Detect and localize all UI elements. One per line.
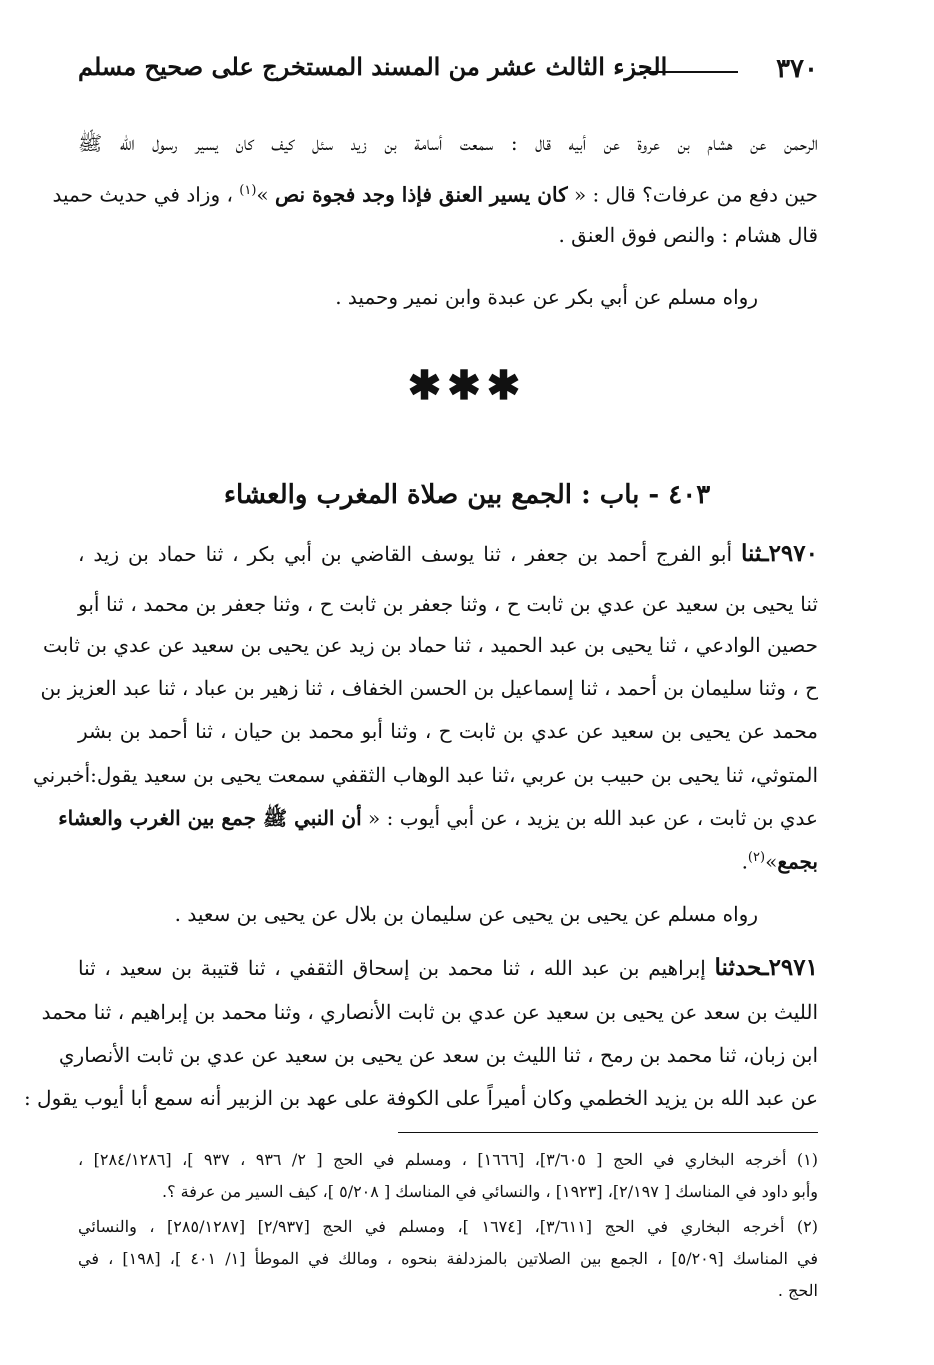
footnote-line: في المناسك [٥/٢٠٩] ، الجمع بين الصلاتين بالمزدلفة بنحوه ، ومالك في الموطأ [١/ ٤٠١ ]، [١٩٨] ، في (78, 1249, 818, 1268)
text-line (78, 840, 818, 880)
quoted-matn: أن النبي ﷺ جمع بين الغرب والعشاء (58, 806, 362, 830)
chapter-heading: ٤٠٣ - باب : الجمع بين صلاة المغرب والعشاء (223, 480, 711, 510)
text-line (78, 950, 818, 986)
text-run: أبو الفرج أحمد بن جعفر ، ثنا يوسف القاضي بن أبي بكر ، ثنا حماد بن زيد ، (78, 542, 733, 566)
footnote-line: وأبو داود في المناسك [ ٢/١٩٧]، [١٩٢٣] ، والنسائي في المناسك [ ٥/٢٠٨ ]، كيف السير من عرفة ؟. (161, 1182, 818, 1201)
footnote-line: الحج . (777, 1281, 818, 1300)
running-header (78, 48, 818, 98)
running-title: الجزء الثالث عشر من المسند المستخرج على صحيح مسلم (78, 52, 668, 81)
text-line: حصين الوادعي ، ثنا يحيى بن عبد الحميد ، ثنا حماد بن زيد عن يحيى بن سعيد عن عدي بن ثابت (43, 633, 818, 657)
text-line: محمد عن يحيى بن سعيد عن عدي بن ثابت ح ، وثنا أبو محمد بن حيان ، ثنا أحمد بن بشر (78, 719, 818, 743)
text-line (78, 536, 818, 572)
text-line: ثنا يحيى بن سعيد عن عدي بن ثابت ح ، وثنا جعفر بن ثابت ح ، وثنا جعفر بن محمد ، ثنا أبو (78, 592, 818, 616)
quoted-matn: كان يسير العنق فإذا وجد فجوة نص (275, 182, 568, 207)
section-ornament: ✱✱✱ (407, 362, 527, 409)
footnote-line: (٢) أخرجه البخاري في الحج [٣/٦١١]، [١٦٧٤ ]، ومسلم في الحج [٢/٩٣٧] [٢٨٥/١٢٨٧] ، والنسائي (78, 1217, 819, 1236)
text-line (58, 801, 818, 836)
text-line: الرحمن عن هشام بن عروة عن أبيه قال : سمعت أسامة بن زيد سئل كيف كان يسير رسول الله ﷺ (78, 131, 818, 155)
text-run: ، وزاد في حديث حميد (52, 182, 233, 207)
text-line: المتوثي، ثنا يحيى بن حبيب بن عربي ،ثنا عبد الوهاب الثقفي سمعت يحيى بن سعيد يقول:أخبرني (32, 763, 818, 787)
page-number: ٣٧٠ (776, 54, 818, 84)
footnote-ref: (٢) (747, 850, 766, 865)
text-line: عن عبد الله بن يزيد الخطمي وكان أميراً على الكوفة على عهد بن الزبير أنه سمع أبا أيوب يقول : (23, 1086, 818, 1110)
footnote-line: (١) أخرجه البخاري في الحج [ ٣/٦٠٥]، [١٦٦٦] ، ومسلم في الحج [ ٢/ ٩٣٦ ، ٩٣٧ ]، [٢٨٤/١٢٨٦] ، (78, 1150, 818, 1169)
text-line (52, 173, 818, 213)
text-run: حين دفع من عرفات؟ قال : « (573, 182, 818, 207)
footnote-ref: (١) (239, 183, 257, 198)
transmission-formula: ثنا (740, 540, 762, 567)
text-line: الليث بن سعد عن يحيى بن سعيد عن عدي بن ثابت الأنصاري ، وثنا محمد بن إبراهيم ، ثنا محمد (41, 1000, 818, 1024)
hadith-number: ٢٩٧١ـ (761, 954, 818, 981)
text-line: ح ، وثنا سليمان بن أحمد ، ثنا إسماعيل بن الحسن الخفاف ، ثنا زهير بن عباد ، ثنا عبد العزيز بن (40, 676, 818, 700)
text-run: عدي بن ثابت ، عن عبد الله بن يزيد ، عن أبي أيوب : « (368, 806, 818, 830)
quoted-matn: بجمع (777, 849, 818, 874)
transmission-formula: حدثنا (714, 954, 762, 981)
quote-mark: » (765, 849, 778, 874)
riwaya-line: رواه مسلم عن أبي بكر عن عبدة وابن نمير وحميد . (335, 285, 758, 309)
text-line: قال هشام : والنص فوق العنق . (558, 223, 818, 247)
text-run: . (741, 849, 748, 874)
text-run: إبراهيم بن عبد الله ، ثنا محمد بن إسحاق الثقفي ، ثنا قتيبة بن سعيد ، ثنا (78, 956, 706, 980)
quote-mark: » (256, 182, 269, 207)
footnote-separator (398, 1132, 818, 1133)
text-line: ابن زبان، ثنا محمد بن رمح ، ثنا الليث بن سعد عن يحيى بن سعيد عن عدي بن ثابت الأنصاري (58, 1043, 818, 1067)
hadith-number: ٢٩٧٠ـ (761, 540, 818, 567)
riwaya-line: رواه مسلم عن يحيى بن يحيى عن سليمان بن بلال عن يحيى بن سعيد . (174, 902, 758, 926)
